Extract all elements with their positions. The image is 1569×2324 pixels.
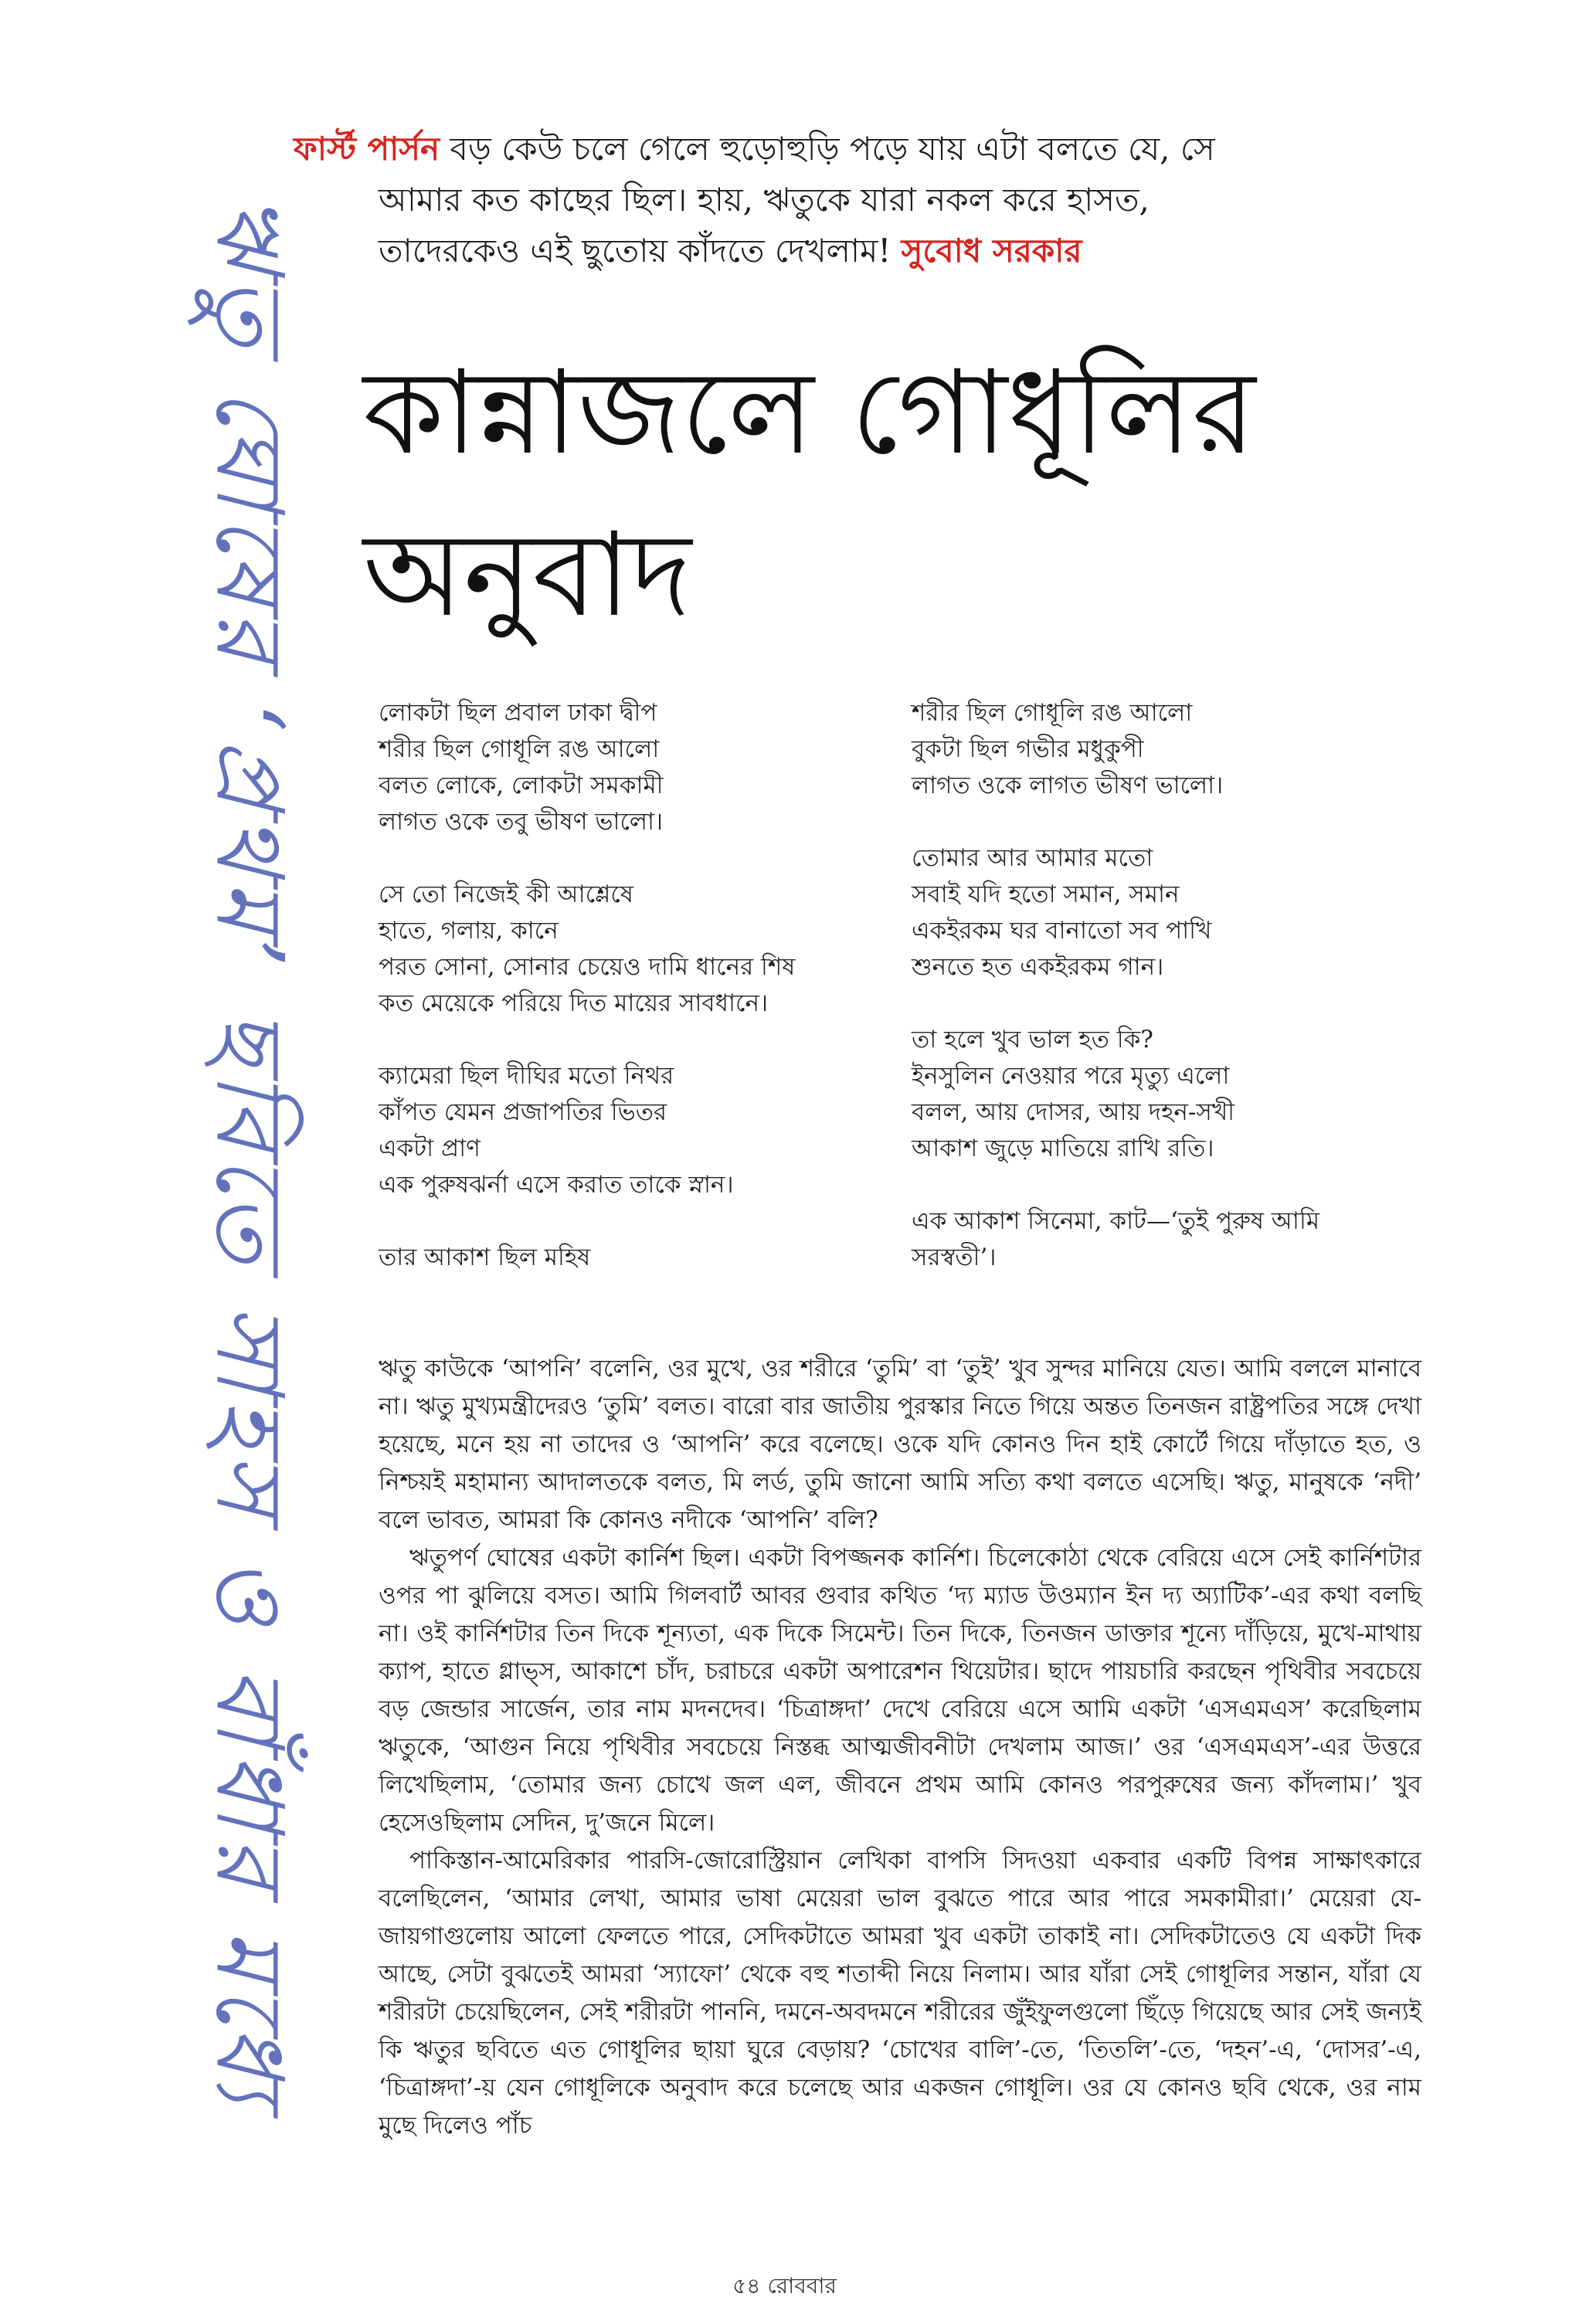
handwritten-signature: [155, 131, 332, 2170]
poem-line: শরীর ছিল গোধূলি রঙ আলো: [912, 699, 1193, 727]
intro-line-3: [294, 226, 1437, 277]
poem-line: তা হলে খুব ভাল হত কি?: [912, 1026, 1153, 1053]
poem-line: বুকটা ছিল গভীর মধুকুপী: [912, 735, 1144, 763]
body-paragraph: ঋতুপর্ণ ঘোষের একটা কার্নিশ ছিল। একটা বিপজ্জনক কার্নিশ। চিলেকোঠা থেকে বেরিয়ে এসে সেই কার্নিশটার ওপর পা ঝুলিয়ে বসত। আমি গিলবার্ট আবর গুবার কথিত ‘দ্য ম্যাড উওম্যান ইন দ্য অ্যাটিক’-এর কথা বলছি না। ওই কার্নিশটার তিন দিকে শূন্যতা, এক দিকে সিমেন্ট। তিন দিকে, তিনজন ডাক্তার শূন্যে দাঁড়িয়ে, মুখে-মাথায় ক্যাপ, হাতে গ্লাভ্‌স, আকাশে চাঁদ, চরাচরে একটা অপারেশন থিয়েটার। ছাদে পায়চারি করছেন পৃথিবীর সবচেয়ে বড় জেন্ডার সার্জেন, তার নাম মদনদেব। ‘চিত্রাঙ্গদা’ দেখে বেরিয়ে এসে আমি একটা ‘এসএমএস’ করেছিলাম ঋতুকে, ‘আগুন নিয়ে পৃথিবীর সবচেয়ে নিস্তব্ধ আত্মজীবনীটা দেখলাম আজ।’ ওর ‘এসএমএস’-এর উত্তরে লিখেছিলাম, ‘তোমার জন্য চোখে জল এল, জীবনে প্রথম আমি কোনও পরপুরুষের জন্য কাঁদলাম।’ খুব হেসেওছিলাম সেদিন, দু’জনে মিলে।: [379, 1544, 1421, 1837]
poem-stanza: [912, 1203, 1406, 1276]
poem-line: আকাশ জুড়ে মাতিয়ে রাখি রতি।: [912, 1135, 1214, 1162]
poem-stanza: [379, 695, 873, 840]
intro-text-1: বড় কেউ চলে গেলে হুড়োহুড়ি পড়ে যায় এটা বলতে যে, সে: [450, 130, 1215, 168]
poem-line: লাগত ওকে লাগত ভীষণ ভালো।: [912, 772, 1224, 799]
poem-stanza: [912, 1022, 1406, 1167]
poem-column-right: [912, 695, 1406, 1312]
page-folio: ৫৪ রোববার: [732, 2273, 837, 2299]
poem-stanza: [379, 1240, 873, 1276]
handwriting-text: ঋতু ঘোষের ‘প্রথম’ ছবিতে সাহস ও বাঁধার মধ্যে: [195, 193, 303, 2109]
poem-line: শুনতে হত একইরকম গান।: [912, 953, 1164, 981]
poem-line: একটা প্রাণ: [379, 1135, 481, 1162]
poem-stanza: [912, 695, 1406, 804]
body-paragraph: ঋতু কাউকে ‘আপনি’ বলেনি, ওর মুখে, ওর শরীরে ‘তুমি’ বা ‘তুই’ খুব সুন্দর মানিয়ে যেত। আমি বললে মানাবে না। ঋতু মুখ্যমন্ত্রীদেরও ‘তুমি’ বলত। বারো বার জাতীয় পুরস্কার নিতে গিয়ে অন্তত তিনজন রাষ্ট্রপতির সঙ্গে দেখা হয়েছে, মনে হয় না তাদের ও ‘আপনি’ করে বলেছে। ওকে যদি কোনও দিন হাই কোর্টে গিয়ে দাঁড়াতে হত, ও নিশ্চয়ই মহামান্য আদালতকে বলত, মি লর্ড, তুমি জানো আমি সত্যি কথা বলতে এসেছি। ঋতু, মানুষকে ‘নদী’ বলে ভাবত, আমরা কি কোনও নদীকে ‘আপনি’ বলি?: [379, 1355, 1421, 1534]
poem-stanza: [379, 1058, 873, 1203]
poem-line: কাঁপত যেমন প্রজাপতির ভিতর: [379, 1098, 667, 1126]
poem-line: সে তো নিজেই কী আশ্লেষে: [379, 880, 633, 908]
poem-line: একইরকম ঘর বানাতো সব পাখি: [912, 917, 1212, 945]
section-label: ফার্স্ট পার্সন: [294, 130, 440, 168]
poem-stanza: [912, 840, 1406, 986]
poem-line: ইনসুলিন নেওয়ার পরে মৃত্যু এলো: [912, 1062, 1230, 1090]
poem-line: এক পুরুষঝর্না এসে করাত তাকে স্নান।: [379, 1171, 734, 1199]
poem-line: এক আকাশ সিনেমা, কাট—‘তুই পুরুষ আমি: [912, 1207, 1320, 1235]
poem-line: শরীর ছিল গোধূলি রঙ আলো: [379, 735, 660, 763]
poem-stanza: [379, 877, 873, 1022]
poem-line: পরত সোনা, সোনার চেয়েও দামি ধানের শিষ: [379, 953, 796, 981]
body-paragraph: পাকিস্তান-আমেরিকার পারসি-জোরোস্ট্রিয়ান লেখিকা বাপসি সিদওয়া একবার একটি বিপন্ন সাক্ষাৎকারে বলেছিলেন, ‘আমার লেখা, আমার ভাষা মেয়েরা ভাল বুঝতে পারে আর পারে সমকামীরা।’ মেয়েরা যে-জায়গাগুলোয় আলো ফেলতে পারে, সেদিকটাতে আমরা খুব একটা তাকাই না। সেদিকটাতেও যে একটা দিক আছে, সেটা বুঝতেই আমরা ‘স্যাফো’ থেকে বহু শতাব্দী নিয়ে নিলাম। আর যাঁরা সেই গোধূলির সন্তান, যাঁরা যে শরীরটা চেয়েছিলেন, সেই শরীরটা পাননি, দমনে-অবদমনে শরীরের জুঁইফুলগুলো ছিঁড়ে গিয়েছে আর সেই জন্যই কি ঋতুর ছবিতে এত গোধূলির ছায়া ঘুরে বেড়ায়? ‘চোখের বালি’-তে, ‘তিতলি’-তে, ‘দহন’-এ, ‘দোসর’-এ, ‘চিত্রাঙ্গদা’-য় যেন গোধূলিকে অনুবাদ করে চলেছে আর একজন গোধূলি। ওর যে কোনও ছবি থেকে, ওর নাম মুছে দিলেও পাঁচ: [379, 1847, 1421, 2139]
poem-line: বলল, আয় দোসর, আয় দহন-সখী: [912, 1098, 1235, 1126]
poem-line: সরস্বতী’।: [912, 1243, 997, 1271]
poem-line: ক্যামেরা ছিল দীঘির মতো নিথর: [379, 1062, 674, 1090]
intro-line-1: [294, 124, 1437, 175]
poem-line: লাগত ওকে তবু ভীষণ ভালো।: [379, 808, 664, 836]
intro-line-2: আমার কত কাছের ছিল। হায়, ঋতুকে যারা নকল করে হাসত,: [379, 181, 1150, 219]
poem-line: লোকটা ছিল প্রবাল ঢাকা দ্বীপ: [379, 699, 657, 727]
intro-text-3: তাদেরকেও এই ছুতোয় কাঁদতে দেখলাম!: [379, 232, 891, 270]
article-body: [379, 1350, 1421, 2145]
poem-column-left: [379, 695, 873, 1312]
poem-line: বলত লোকে, লোকটা সমকামী: [379, 772, 664, 799]
poem-line: তার আকাশ ছিল মহিষ: [379, 1243, 591, 1271]
poem-line: হাতে, গলায়, কানে: [379, 917, 559, 945]
poem-line: সবাই যদি হতো সমান, সমান: [912, 880, 1180, 908]
article-title: [363, 332, 1445, 656]
poem-line: কত মেয়েকে পরিয়ে দিত মায়ের সাবধানে।: [379, 989, 769, 1017]
poem-line: তোমার আর আমার মতো: [912, 844, 1153, 872]
author-name: সুবোধ সরকার: [901, 232, 1082, 270]
title-line-1: কান্নাজলে গোধূলির: [363, 346, 1256, 480]
intro-blurb: [294, 124, 1437, 277]
title-line-2: অনুবাদ: [363, 508, 692, 643]
